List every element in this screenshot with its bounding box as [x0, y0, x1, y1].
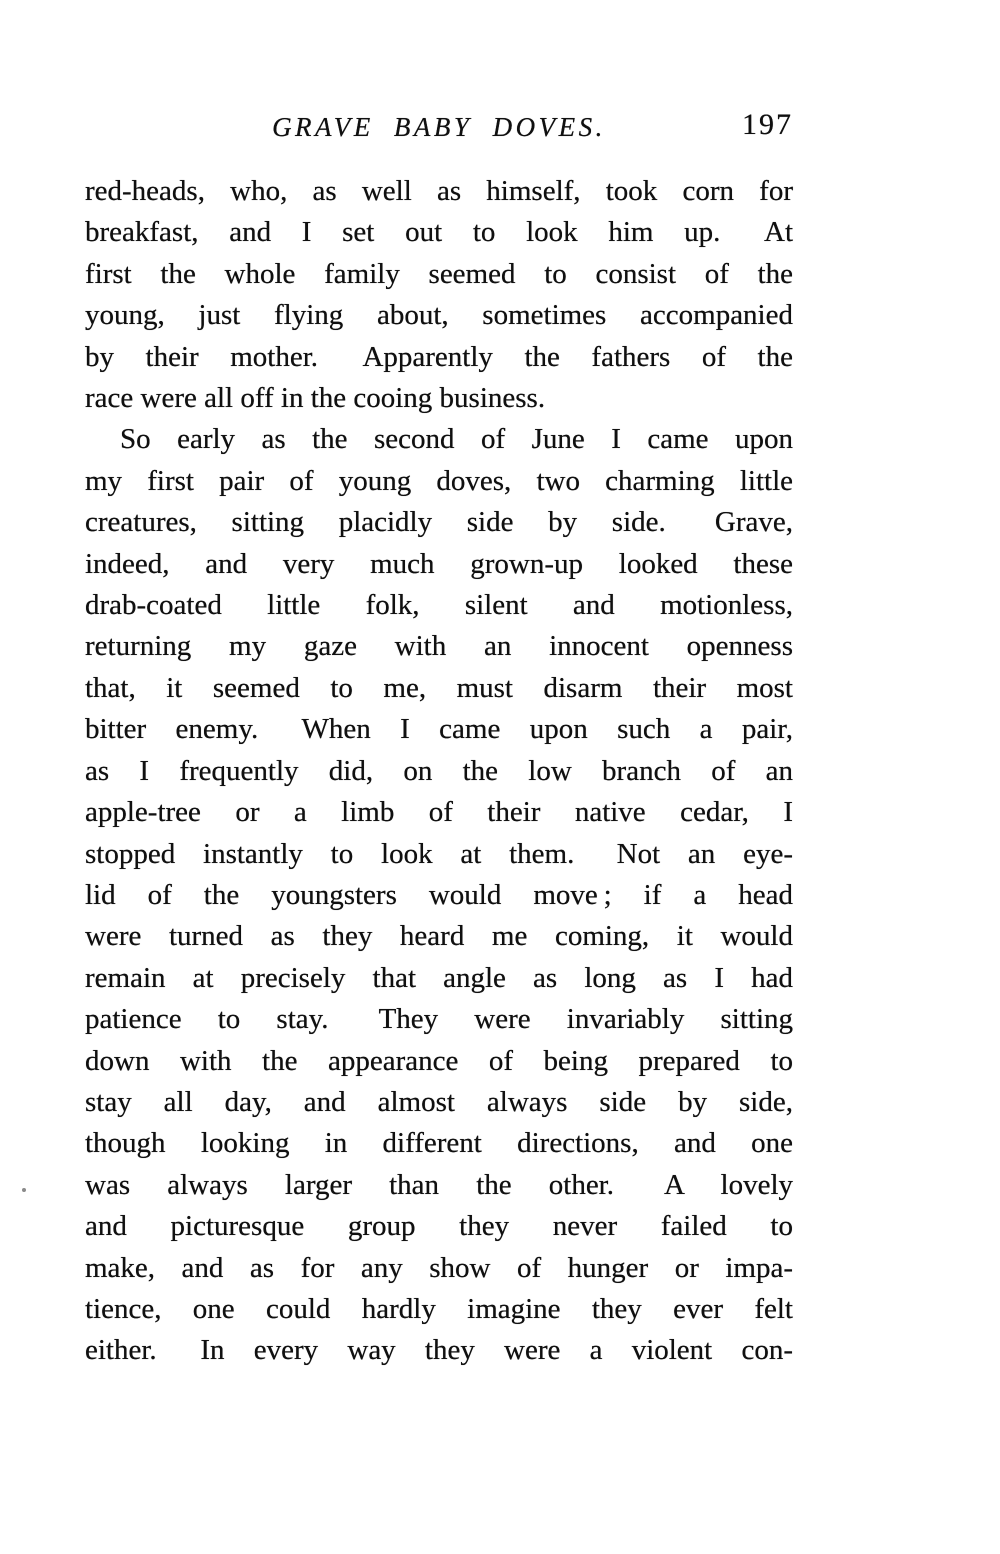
text-line: remain at precisely that angle as long as I had	[85, 961, 793, 994]
scan-artifact-speck	[22, 1188, 26, 1192]
paragraph-continuation	[85, 171, 793, 419]
text-line: by their mother. Apparently the fathers of the	[85, 340, 793, 373]
text-line: patience to stay. They were invariably sitting	[85, 1003, 793, 1036]
text-line: returning my gaze with an innocent openness	[85, 630, 793, 663]
text-line: young, just flying about, sometimes accompanied	[85, 299, 793, 332]
text-line: bitter enemy. When I came upon such a pair,	[85, 713, 793, 746]
text-line: breakfast, and I set out to look him up. At	[85, 216, 793, 249]
text-line: apple-tree or a limb of their native cedar, I	[85, 796, 793, 829]
text-line: was always larger than the other. A lovely	[85, 1168, 793, 1201]
text-line: tience, one could hardly imagine they ever felt	[85, 1292, 793, 1325]
text-line: stay all day, and almost always side by side,	[85, 1085, 793, 1118]
text-block	[85, 108, 793, 1372]
text-line: and picturesque group they never failed to	[85, 1210, 793, 1243]
page-header	[85, 108, 793, 144]
paragraph-second	[85, 419, 793, 1371]
text-line: race were all off in the cooing business.	[85, 382, 546, 415]
text-line: first the whole family seemed to consist of the	[85, 257, 793, 290]
text-line: stopped instantly to look at them. Not an eye-	[85, 837, 793, 870]
text-line: lid of the youngsters would move ; if a head	[85, 878, 793, 911]
running-title: GRAVE BABY DOVES.	[272, 112, 606, 142]
text-line: as I frequently did, on the low branch of an	[85, 754, 793, 787]
text-line: my first pair of young doves, two charming little	[85, 464, 793, 497]
text-line: though looking in different directions, and one	[85, 1127, 793, 1160]
page-number: 197	[742, 108, 793, 141]
text-line: creatures, sitting placidly side by side. Grave,	[85, 506, 793, 539]
text-line: red-heads, who, as well as himself, took corn for	[85, 175, 793, 207]
text-line: indeed, and very much grown-up looked these	[85, 547, 793, 580]
text-line: make, and as for any show of hunger or impa-	[85, 1251, 793, 1284]
text-line: So early as the second of June I came upon	[120, 423, 793, 456]
text-line: that, it seemed to me, must disarm their most	[85, 671, 793, 704]
text-line: were turned as they heard me coming, it would	[85, 920, 793, 953]
text-line: either. In every way they were a violent con-	[85, 1334, 793, 1367]
text-line: down with the appearance of being prepared to	[85, 1044, 793, 1077]
text-line: drab-coated little folk, silent and motionless,	[85, 589, 793, 622]
page-body	[85, 171, 793, 1372]
